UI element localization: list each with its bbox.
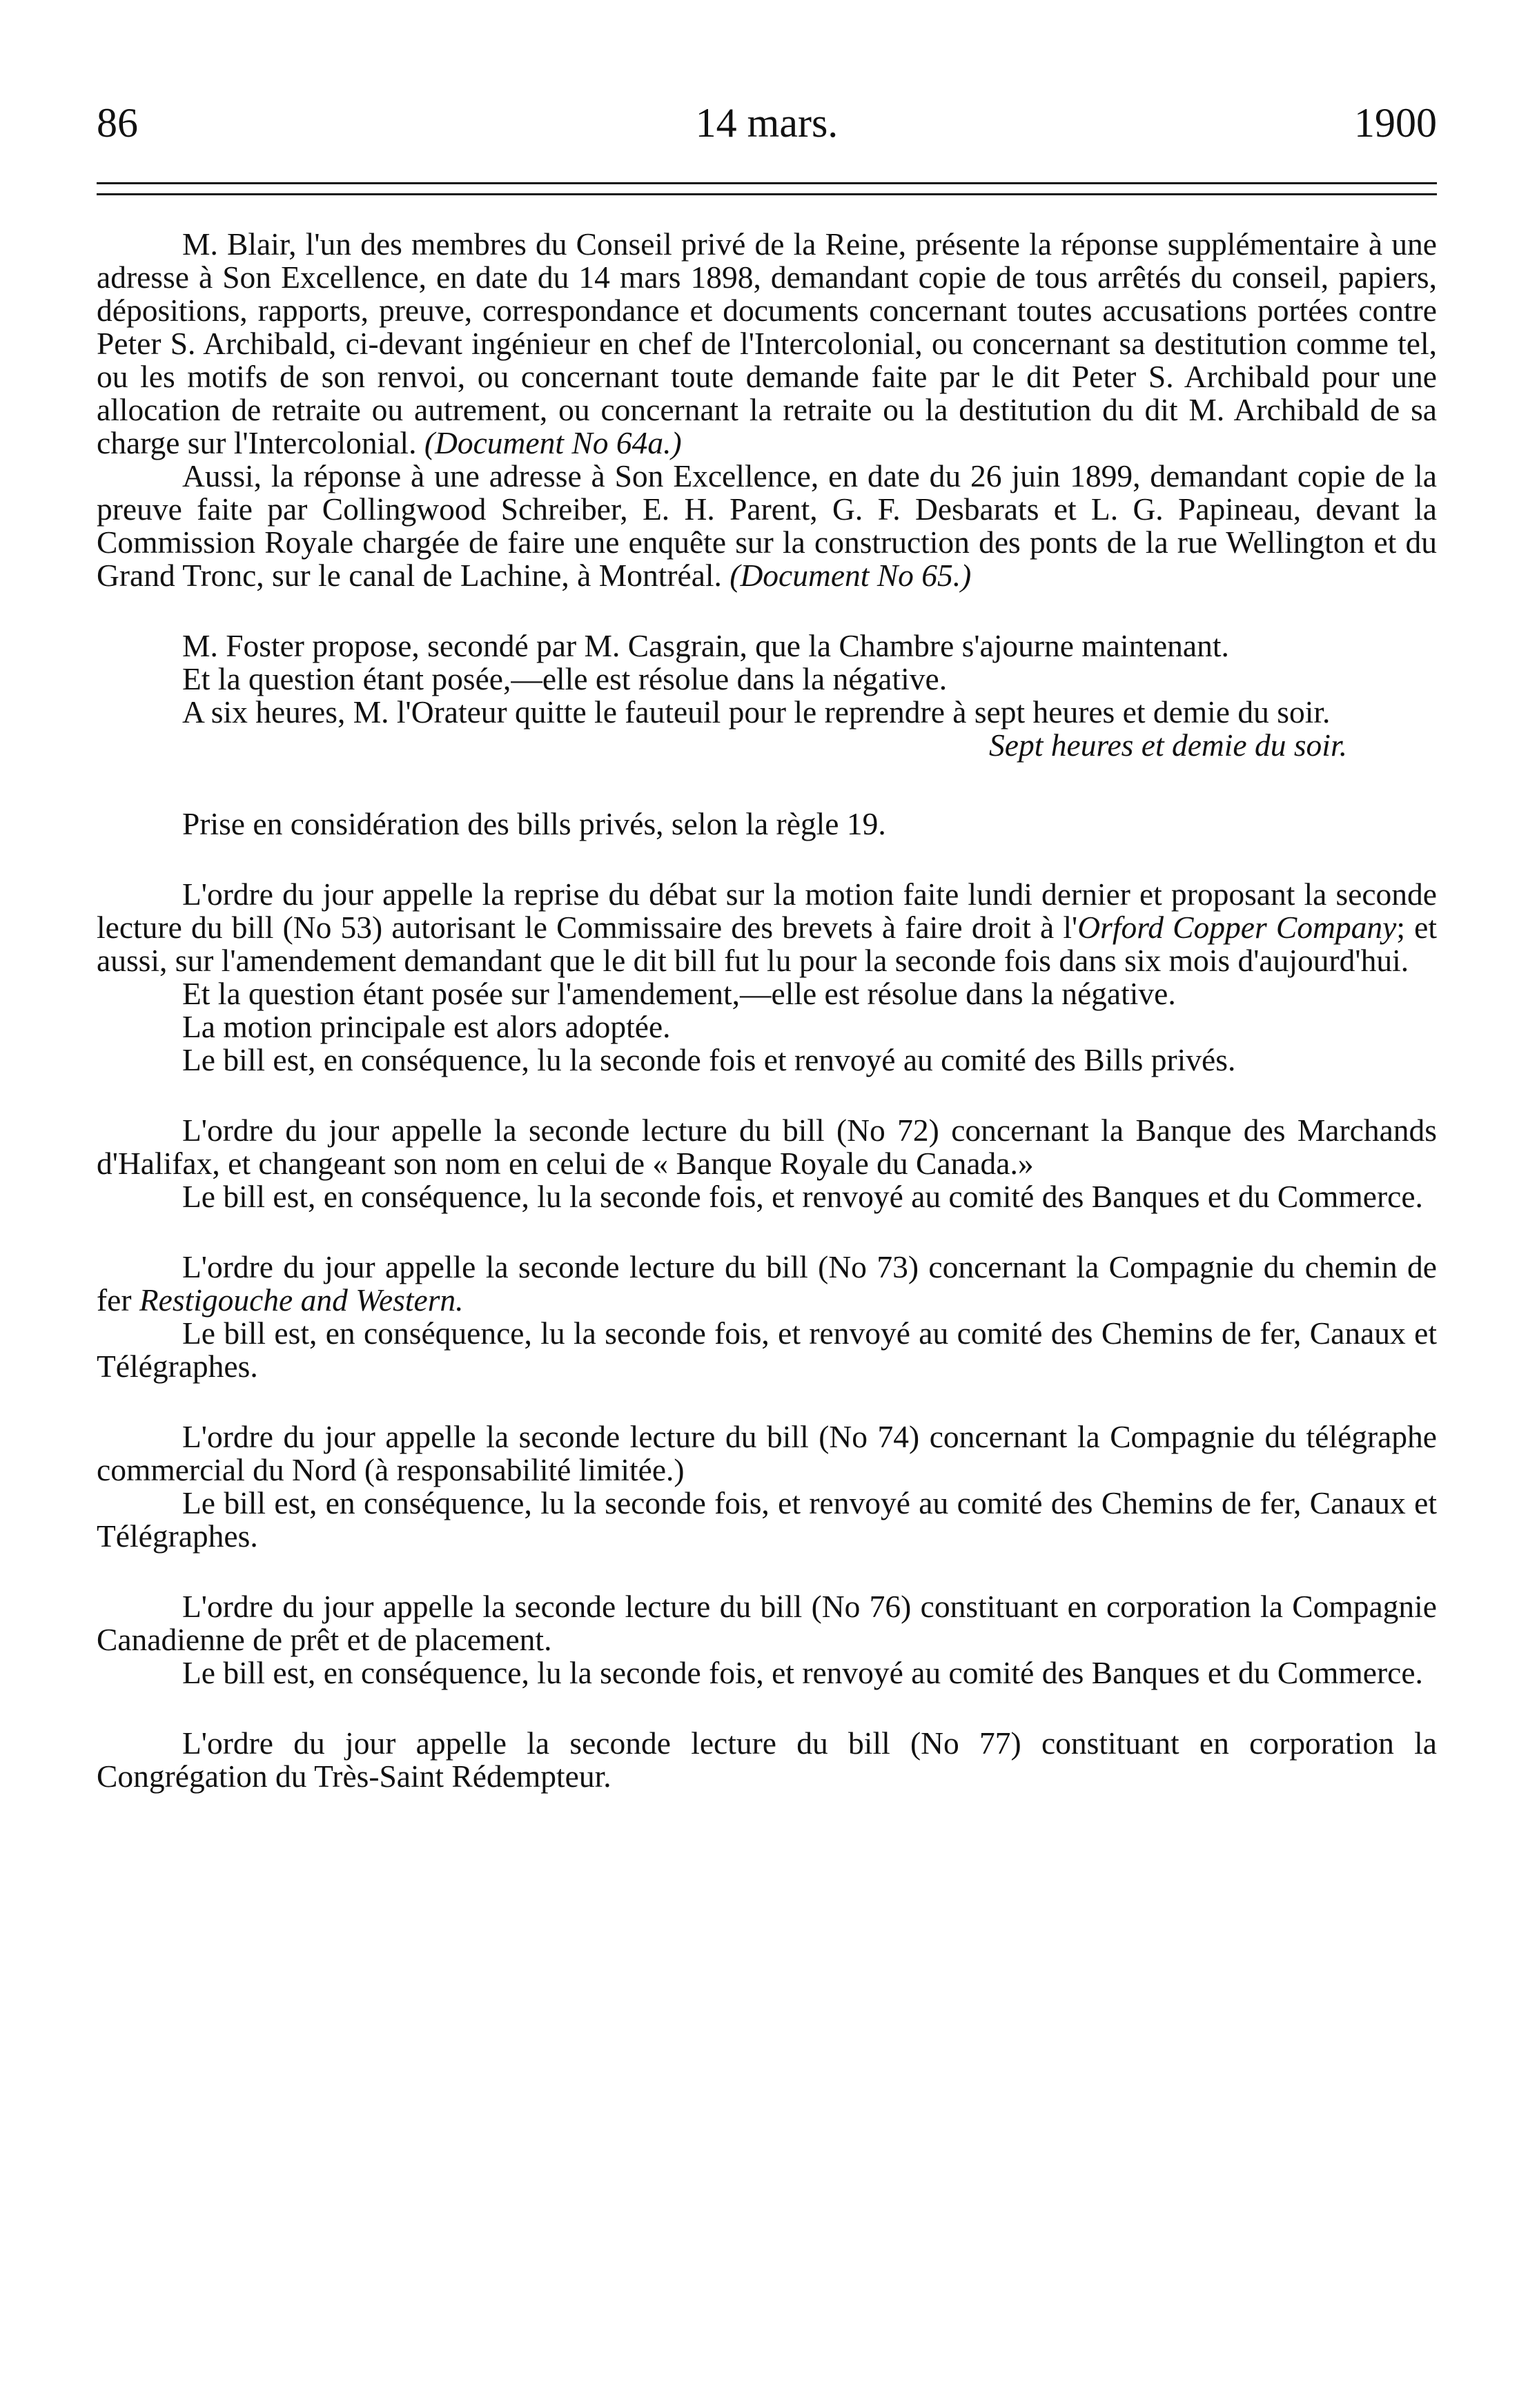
company-name: Orford Copper Company <box>1077 910 1397 945</box>
paragraph-six-oclock: A six heures, M. l'Orateur quitte le fauteuil pour le reprendre à sept heures et demie du soir. <box>182 694 1331 730</box>
page-header <box>97 95 1437 150</box>
header-rule-bottom <box>97 193 1437 195</box>
paragraph-foster-motion: M. Foster propose, secondé par M. Casgrain, que la Chambre s'ajourne maintenant. <box>182 628 1229 663</box>
paragraph-bill-73-referred: Le bill est, en conséquence, lu la seconde fois, et renvoyé au comité des Chemins de fer, Canaux et Télégraphes. <box>97 1315 1437 1384</box>
paragraph-bill-76: L'ordre du jour appelle la seconde lecture du bill (No 76) constituant en corporation la Compagnie Canadienne de prêt et de placement. <box>97 1589 1437 1657</box>
paragraph-bill-73: L'ordre du jour appelle la seconde lecture du bill (No 73) concernant la Compagnie du chemin de fer Restigouche and Western. <box>97 1249 1437 1318</box>
paragraph-bill-53: L'ordre du jour appelle la reprise du débat sur la motion faite lundi dernier et proposant la seconde lecture du bill (No 53) autorisant le Commissaire des brevets à faire droit à l'Orford Copper Company; et aussi, sur l'amendement demandant que le dit bill fut lu pour la seconde fois dans six mois d'aujourd'hui. <box>97 877 1438 978</box>
header-year: 1900 <box>1354 100 1437 146</box>
paragraph-bill-77: L'ordre du jour appelle la seconde lecture du bill (No 77) constituant en corporation la Congrégation du Très-Saint Rédempteur. <box>97 1725 1437 1794</box>
paragraph-bill-74-referred: Le bill est, en conséquence, lu la seconde fois, et renvoyé au comité des Chemins de fer, Canaux et Télégraphes. <box>97 1485 1437 1554</box>
time-heading: Sept heures et demie du soir. <box>989 727 1347 763</box>
paragraph-bill-72: L'ordre du jour appelle la seconde lecture du bill (No 72) concernant la Banque des Marchands d'Halifax, et changeant son nom en celui de « Banque Royale du Canada.» <box>97 1113 1437 1181</box>
document-reference: (Document No 64a.) <box>424 425 682 460</box>
paragraph-private-bills: Prise en considération des bills privés, selon la règle 19. <box>182 806 886 841</box>
paragraph-question-negative: Et la question étant posée,—elle est résolue dans la négative. <box>182 661 948 696</box>
paragraph-bill-74: L'ordre du jour appelle la seconde lecture du bill (No 74) concernant la Compagnie du télégraphe commercial du Nord (à responsabilité limitée.) <box>97 1419 1437 1487</box>
paragraph-second-report: Aussi, la réponse à une adresse à Son Excellence, en date du 26 juin 1899, demandant copie de la preuve faite par Collingwood Schreiber, E. H. Parent, G. F. Desbarats et L. G. Papineau, devant la Commission Royale chargée de faire une enquête sur la construction des ponts de la rue Wellington et du Grand Tronc, sur le canal de Lachine, à Montréal. (Document No 65.) <box>97 458 1437 593</box>
paragraph-blair-report: M. Blair, l'un des membres du Conseil privé de la Reine, présente la réponse supplémentaire à une adresse à Son Excellence, en date du 14 mars 1898, demandant copie de tous arrêtés du conseil, papiers, dépositions, rapports, preuve, correspondance et documents concernant toutes accusations portées contre Peter S. Archibald, ci-devant ingénieur en chef de l'Intercolonial, ou concernant sa destitution comme tel, ou les motifs de son renvoi, ou concernant toute demande faite par le dit Peter S. Archibald pour une allocation de retraite ou autrement, ou concernant la retraite ou la destitution du dit M. Archibald de sa charge sur l'Intercolonial. (Document No 64a.) <box>97 226 1437 460</box>
document-body <box>97 228 1437 1793</box>
header-date: 14 mars. <box>695 100 839 146</box>
document-reference: (Document No 65.) <box>729 558 972 593</box>
paragraph-bill-72-referred: Le bill est, en conséquence, lu la seconde fois, et renvoyé au comité des Banques et du Commerce. <box>182 1179 1423 1214</box>
header-rule-top <box>97 182 1437 184</box>
company-name: Restigouche and Western. <box>139 1282 464 1318</box>
paragraph-amendment-negative: Et la question étant posée sur l'amendement,—elle est résolue dans la négative. <box>182 976 1176 1011</box>
paragraph-bill-53-referred: Le bill est, en conséquence, lu la seconde fois et renvoyé au comité des Bills privés. <box>182 1042 1236 1077</box>
page-number: 86 <box>97 100 138 146</box>
paragraph-main-motion: La motion principale est alors adoptée. <box>182 1009 671 1044</box>
paragraph-bill-76-referred: Le bill est, en conséquence, lu la seconde fois, et renvoyé au comité des Banques et du Commerce. <box>182 1655 1423 1690</box>
